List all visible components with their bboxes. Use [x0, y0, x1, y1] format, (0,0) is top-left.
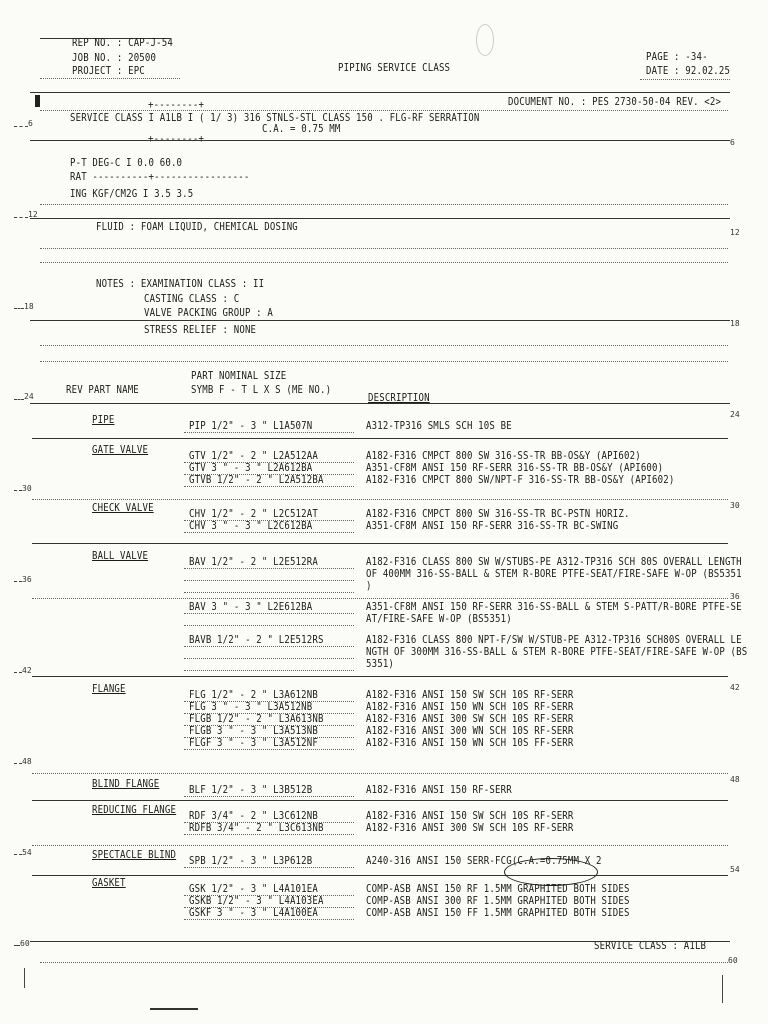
scan-artifact — [722, 975, 723, 1003]
part-code: SPB 1/2" - 3 " L3P612B — [189, 855, 313, 867]
part-description: A182-F316 CMPCT 800 SW/NPT-F 316-SS-TR BB-OS&Y (API602) — [366, 474, 675, 486]
pt-rating-row-3: ING KGF/CM2G I 3.5 3.5 — [70, 188, 194, 200]
footer-service-class: SERVICE CLASS : A1LB — [594, 940, 707, 952]
margin-mark: 60 — [728, 956, 738, 965]
part-description: A182-F316 ANSI 150 WN SCH 10S RF-SERR — [366, 701, 574, 713]
fluid: FLUID : FOAM LIQUID, CHEMICAL DOSING — [96, 221, 298, 233]
part-description: COMP-ASB ANSI 150 RF 1.5MM GRAPHITED BOTH SIDES — [366, 883, 630, 895]
part-code: GTVB 1/2" - 2 " L2A512BA — [189, 474, 324, 486]
date: DATE : 92.02.25 — [646, 65, 731, 77]
part-description: AT/FIRE-SAFE W-OP (BS5351) — [366, 613, 512, 625]
part-description: A182-F316 ANSI 300 SW SCH 10S RF-SERR — [366, 713, 574, 725]
row-underline — [184, 592, 354, 593]
margin-mark: 36 — [730, 592, 740, 601]
pt-rating-row-2: RAT ----------+----------------- — [70, 171, 250, 183]
margin-mark: 24 — [730, 410, 740, 419]
rep-no: REP NO. : CAP-J-54 — [72, 37, 173, 49]
margin-mark: 48 — [730, 775, 740, 784]
row-underline — [184, 749, 354, 750]
row-separator — [32, 773, 728, 774]
part-description: A312-TP316 SMLS SCH 10S BE — [366, 420, 512, 432]
row-underline — [184, 580, 354, 581]
part-code: FLGB 1/2" - 2 " L3A613NB — [189, 713, 324, 725]
column-header-part-size: PART NOMINAL SIZE — [191, 370, 287, 382]
page-number: PAGE : -34- — [646, 51, 708, 63]
row-underline — [184, 834, 354, 835]
part-code: RDFB 3/4" - 2 " L3C613NB — [189, 822, 324, 834]
part-code: FLGF 3 " - 3 " L3A512NF — [189, 737, 318, 749]
scan-artifact — [24, 968, 25, 988]
row-underline — [184, 532, 354, 533]
part-description: A182-F316 CMPCT 800 SW 316-SS-TR BB-OS&Y (API602) — [366, 450, 641, 462]
part-description: OF 400MM 316-SS-BALL & STEM R-BORE PTFE-SEAT/FIRE-SAFE W-OP (BS5351 — [366, 568, 742, 580]
project: PROJECT : EPC — [72, 65, 145, 77]
pt-rating-row-1: P-T DEG-C I 0.0 60.0 — [70, 157, 183, 169]
note-stress-relief: STRESS RELIEF : NONE — [144, 324, 257, 336]
part-code: GTV 3 " - 3 " L2A612BA — [189, 462, 313, 474]
margin-mark: 6 — [28, 119, 33, 128]
footer-rule — [30, 941, 730, 942]
row-underline — [184, 568, 354, 569]
part-description: NGTH OF 300MM 316-SS-BALL & STEM R-BORE PTFE-SEAT/FIRE-SAFE W-OP (BS — [366, 646, 748, 658]
column-header-symb: SYMB F - T L X S (ME NO.) — [191, 384, 332, 396]
part-code: GSKF 3 " - 3 " L4A100EA — [189, 907, 318, 919]
punch-mark — [35, 95, 40, 107]
part-code: BAV 3 " - 3 " L2E612BA — [189, 601, 313, 613]
margin-mark: 60 — [20, 939, 30, 948]
part-name: FLANGE — [92, 683, 126, 695]
part-name: PIPE — [92, 414, 115, 426]
row-underline — [184, 625, 354, 626]
part-code: BAV 1/2" - 2 " L2E512RA — [189, 556, 318, 568]
part-description: A351-CF8M ANSI 150 RF-SERR 316-SS-TR BB-OS&Y (API600) — [366, 462, 664, 474]
part-code: GSK 1/2" - 3 " L4A101EA — [189, 883, 318, 895]
part-description: 5351) — [366, 658, 395, 670]
part-description: A240-316 ANSI 150 SERR-FCG(C.A.=0.75MM X 2 — [366, 855, 602, 867]
row-separator — [32, 875, 728, 876]
row-separator — [32, 845, 728, 846]
scan-artifact — [150, 1008, 198, 1010]
row-underline — [184, 867, 354, 868]
part-code: GTV 1/2" - 2 " L2A512AA — [189, 450, 318, 462]
part-name: BLIND FLANGE — [92, 778, 160, 790]
margin-mark: 30 — [22, 484, 32, 493]
column-header-description: DESCRIPTION — [368, 392, 430, 404]
row-separator — [32, 438, 728, 439]
row-underline — [184, 796, 354, 797]
row-underline — [184, 658, 354, 659]
margin-mark: 6 — [730, 138, 735, 147]
note-casting-class: CASTING CLASS : C — [144, 293, 240, 305]
part-description: A182-F316 ANSI 150 SW SCH 10S RF-SERR — [366, 689, 574, 701]
margin-mark: 30 — [730, 501, 740, 510]
part-description: A182-F316 ANSI 150 RF-SERR — [366, 784, 512, 796]
service-box-bottom: +--------+ — [148, 133, 205, 145]
part-name: SPECTACLE BLIND — [92, 849, 177, 861]
part-description: A182-F316 ANSI 300 SW SCH 10S RF-SERR — [366, 822, 574, 834]
part-description: A182-F316 ANSI 300 WN SCH 10S RF-SERR — [366, 725, 574, 737]
note-valve-packing-group: VALVE PACKING GROUP : A — [144, 307, 273, 319]
part-description: COMP-ASB ANSI 300 RF 1.5MM GRAPHITED BOTH SIDES — [366, 895, 630, 907]
column-header-rev-part-name: REV PART NAME — [66, 384, 139, 396]
margin-mark: 12 — [730, 228, 740, 237]
part-description: A182-F316 ANSI 150 SW SCH 10S RF-SERR — [366, 810, 574, 822]
part-description: A182-F316 ANSI 150 WN SCH 10S FF-SERR — [366, 737, 574, 749]
row-underline — [184, 646, 354, 647]
margin-mark: 54 — [22, 848, 32, 857]
margin-mark: 42 — [730, 683, 740, 692]
service-class-line: SERVICE CLASS I A1LB I ( 1/ 3) 316 STNLS-STL CLASS 150 . FLG-RF SERRATION — [70, 112, 480, 124]
part-description: COMP-ASB ANSI 150 FF 1.5MM GRAPHITED BOTH SIDES — [366, 907, 630, 919]
part-code: BAVB 1/2" - 2 " L2E512RS — [189, 634, 324, 646]
document-number: DOCUMENT NO. : PES 2730-50-04 REV. <2> — [508, 96, 722, 108]
row-separator — [32, 800, 728, 801]
part-description: A351-CF8M ANSI 150 RF-SERR 316-SS-TR BC-SWING — [366, 520, 619, 532]
part-code: GSKB 1/2" - 3 " L4A103EA — [189, 895, 324, 907]
document-title: PIPING SERVICE CLASS — [338, 62, 451, 74]
row-underline — [184, 919, 354, 920]
part-code: CHV 1/2" - 2 " L2C512AT — [189, 508, 318, 520]
row-underline — [184, 670, 354, 671]
row-separator — [32, 598, 728, 599]
scan-artifact — [476, 24, 494, 56]
part-code: PIP 1/2" - 3 " L1A507N — [189, 420, 313, 432]
margin-mark: 36 — [22, 575, 32, 584]
part-code: RDF 3/4" - 2 " L3C612NB — [189, 810, 318, 822]
part-name: CHECK VALVE — [92, 502, 154, 514]
margin-mark: 42 — [22, 666, 32, 675]
row-separator — [32, 499, 728, 500]
corrosion-allowance: C.A. = 0.75 MM — [262, 123, 341, 135]
service-box-top: +--------+ — [148, 99, 205, 111]
note-examination-class: NOTES : EXAMINATION CLASS : II — [96, 278, 265, 290]
part-name: GASKET — [92, 877, 126, 889]
part-description: A351-CF8M ANSI 150 RF-SERR 316-SS-BALL & STEM S-PATT/R-BORE PTFE-SE — [366, 601, 742, 613]
margin-mark: 54 — [730, 865, 740, 874]
margin-mark: 48 — [22, 757, 32, 766]
column-header-rule — [30, 403, 730, 404]
row-underline — [184, 486, 354, 487]
margin-mark: 18 — [24, 302, 34, 311]
part-name: BALL VALVE — [92, 550, 149, 562]
handwritten-circle-annotation — [504, 858, 598, 886]
part-name: REDUCING FLANGE — [92, 804, 177, 816]
service-divider — [30, 140, 730, 141]
part-name: GATE VALVE — [92, 444, 149, 456]
part-description: A182-F316 CLASS 800 NPT-F/SW W/STUB-PE A312-TP316 SCH80S OVERALL LE — [366, 634, 742, 646]
margin-mark: 12 — [28, 210, 38, 219]
row-separator — [32, 543, 728, 544]
row-underline — [184, 613, 354, 614]
part-description: A182-F316 CMPCT 800 SW 316-SS-TR BC-PSTN HORIZ. — [366, 508, 630, 520]
row-underline — [184, 432, 354, 433]
part-code: FLG 1/2" - 2 " L3A612NB — [189, 689, 318, 701]
part-description: ) — [366, 580, 372, 592]
header-divider — [30, 92, 730, 93]
margin-mark: 18 — [730, 319, 740, 328]
part-code: CHV 3 " - 3 " L2C612BA — [189, 520, 313, 532]
margin-mark: 24 — [24, 392, 34, 401]
part-code: BLF 1/2" - 3 " L3B512B — [189, 784, 313, 796]
part-description: A182-F316 CLASS 800 SW W/STUBS-PE A312-TP316 SCH 80S OVERALL LENGTH — [366, 556, 742, 568]
part-code: FLG 3 " - 3 " L3A512NB — [189, 701, 313, 713]
row-separator — [32, 676, 728, 677]
part-code: FLGB 3 " - 3 " L3A513NB — [189, 725, 318, 737]
job-no: JOB NO. : 20500 — [72, 52, 157, 64]
